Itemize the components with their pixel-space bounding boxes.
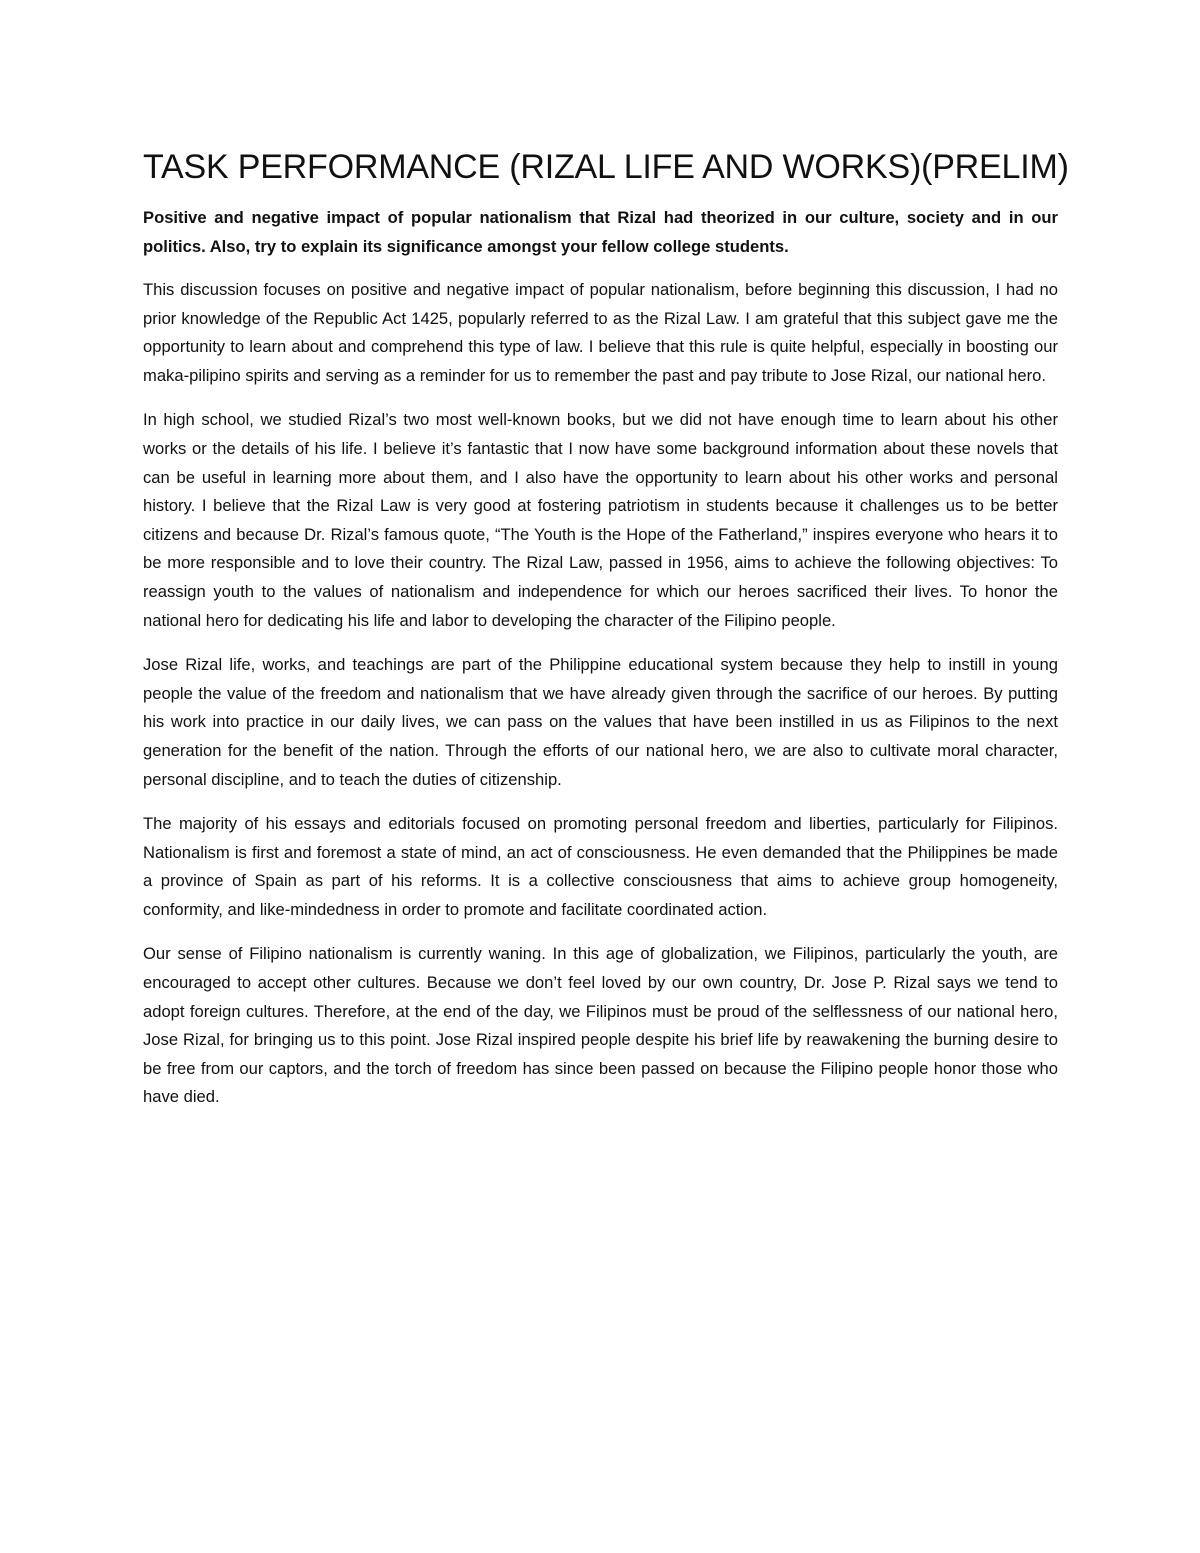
body-paragraph-2: In high school, we studied Rizal’s two most well-known books, but we did not have enough time to learn about his other works or the details of his life. I believe it’s fantastic that I now have some background information about these novels that can be useful in learning more about them, and I also have the opportunity to learn about his other works and personal history. I believe that the Rizal Law is very good at fostering patriotism in students because it challenges us to be better citizens and because Dr. Rizal’s famous quote, “The Youth is the Hope of the Fatherland,” inspires everyone who hears it to be more responsible and to love their country. The Rizal Law, passed in 1956, aims to achieve the following objectives: To reassign youth to the values of nationalism and independence for which our heroes sacrificed their lives. To honor the national hero for dedicating his life and labor to developing the character of the Filipino people. — [143, 410, 1058, 630]
body-paragraph-3: Jose Rizal life, works, and teachings are part of the Philippine educational system because they help to instill in young people the value of the freedom and nationalism that we have already given through the sacrifice of our heroes. By putting his work into practice in our daily lives, we can pass on the values that have been instilled in us as Filipinos to the next generation for the benefit of the nation. Through the efforts of our national hero, we are also to cultivate moral character, personal discipline, and to teach the duties of citizenship. — [143, 655, 1058, 789]
body-paragraph-5: Our sense of Filipino nationalism is currently waning. In this age of globalization, we Filipinos, particularly the youth, are encouraged to accept other cultures. Because we don’t feel loved by our own country, Dr. Jose P. Rizal says we tend to adopt foreign cultures. Therefore, at the end of the day, we Filipinos must be proud of the selflessness of our national hero, Jose Rizal, for bringing us to this point. Jose Rizal inspired people despite his brief life by reawakening the burning desire to be free from our captors, and the torch of freedom has since been passed on because the Filipino people honor those who have died. — [143, 944, 1058, 1107]
body-paragraph-1: This discussion focuses on positive and negative impact of popular nationalism, before beginning this discussion, I had no prior knowledge of the Republic Act 1425, popularly referred to as the Rizal Law. I am grateful that this subject gave me the opportunity to learn about and comprehend this type of law. I believe that this rule is quite helpful, especially in boosting our maka-pilipino spirits and serving as a reminder for us to remember the past and pay tribute to Jose Rizal, our national hero. — [143, 280, 1058, 385]
body-paragraph-4: The majority of his essays and editorials focused on promoting personal freedom and liberties, particularly for Filipinos. Nationalism is first and foremost a state of mind, an act of consciousness. He even demanded that the Philippines be made a province of Spain as part of his reforms. It is a collective consciousness that aims to achieve group homogeneity, conformity, and like-mindedness in order to promote and facilitate coordinated action. — [143, 814, 1058, 919]
document-title: TASK PERFORMANCE (RIZAL LIFE AND WORKS)(PRELIM) — [143, 148, 1069, 186]
document-page — [143, 146, 1069, 1128]
task-prompt: Positive and negative impact of popular nationalism that Rizal had theorized in our culture, society and in our politics. Also, try to explain its significance amongst your fellow college students. — [143, 208, 1058, 256]
